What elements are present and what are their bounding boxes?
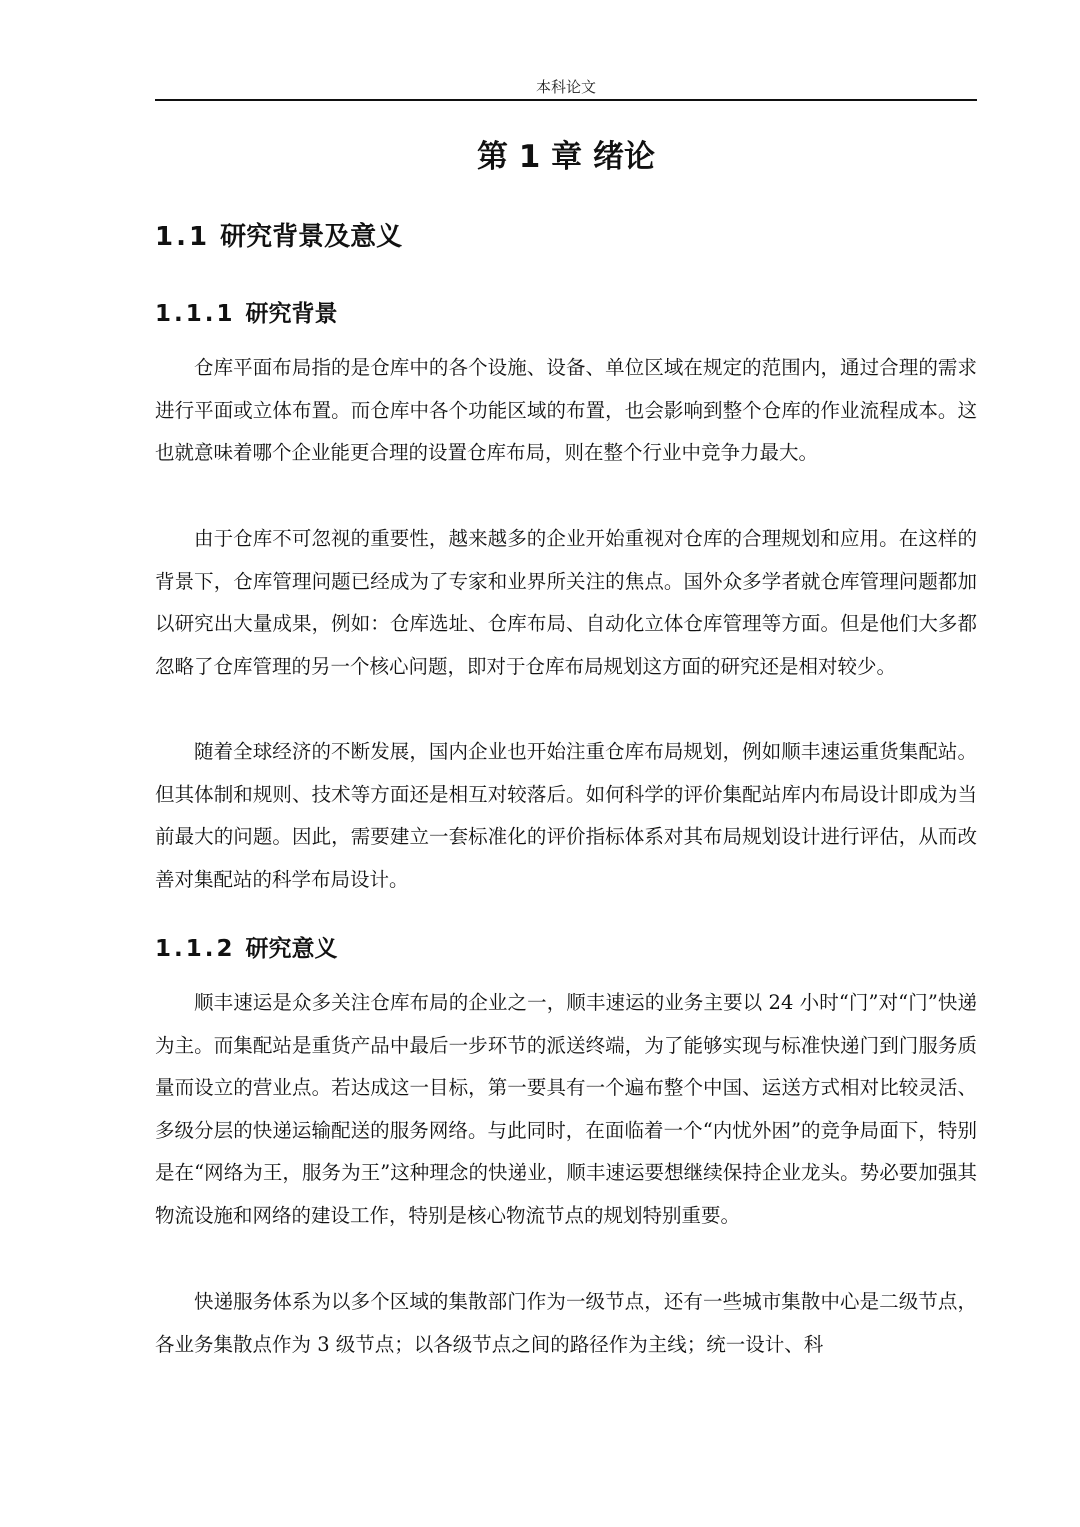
running-header: 本科论文 (535, 78, 596, 96)
section-heading-1-1 (155, 217, 402, 257)
chapter-title: 第 1 章 绪论 (477, 139, 655, 175)
section-title: 研究意义 (245, 936, 338, 962)
section-title: 研究背景 (245, 301, 338, 327)
section-number: 1.1.1 (155, 301, 236, 327)
header-rule (155, 99, 977, 101)
section-number: 1.1.2 (155, 936, 236, 962)
section-heading-1-1-1 (155, 296, 338, 332)
paragraph-background-3: 随着全球经济的不断发展，国内企业也开始注重仓库布局规划，例如顺丰速运重货集配站。但其体制和规则、技术等方面还是相互对较落后。如何科学的评价集配站库内布局设计即成为当前最大的问题。因此，需要建立一套标准化的评价指标体系对其布局规划设计进行评估，从而改善对集配站的科学布局设计。 (155, 740, 977, 891)
paragraph-significance-1: 顺丰速运是众多关注仓库布局的企业之一，顺丰速运的业务主要以 24 小时“门”对“门”快递为主。而集配站是重货产品中最后一步环节的派送终端，为了能够实现与标准快递门到门服务质量而设立的营业点。若达成这一目标，第一要具有一个遍布整个中国、运送方式相对比较灵活、多级分层的快递运输配送的服务网络。与此同时，在面临着一个“内忧外困”的竞争局面下，特别是在“网络为王，服务为王”这种理念的快递业，顺丰速运要想继续保持企业龙头。势必要加强其物流设施和网络的建设工作，特别是核心物流节点的规划特别重要。 (155, 991, 977, 1227)
section-title: 研究背景及意义 (220, 222, 403, 252)
section-heading-1-1-2 (155, 931, 338, 967)
paragraph-background-2: 由于仓库不可忽视的重要性，越来越多的企业开始重视对仓库的合理规划和应用。在这样的背景下，仓库管理问题已经成为了专家和业界所关注的焦点。国外众多学者就仓库管理问题都加以研究出大量成果，例如：仓库选址、仓库布局、自动化立体仓库管理等方面。但是他们大多都忽略了仓库管理的另一个核心问题，即对于仓库布局规划这方面的研究还是相对较少。 (155, 527, 977, 678)
section-number: 1.1 (155, 222, 211, 252)
paragraph-significance-2: 快递服务体系为以多个区域的集散部门作为一级节点，还有一些城市集散中心是二级节点，各业务集散点作为 3 级节点；以各级节点之间的路径作为主线；统一设计、科 (155, 1290, 977, 1356)
paragraph-background-1: 仓库平面布局指的是仓库中的各个设施、设备、单位区域在规定的范围内，通过合理的需求进行平面或立体布置。而仓库中各个功能区域的布置，也会影响到整个仓库的作业流程成本。这也就意味着哪个企业能更合理的设置仓库布局，则在整个行业中竞争力最大。 (155, 356, 977, 464)
